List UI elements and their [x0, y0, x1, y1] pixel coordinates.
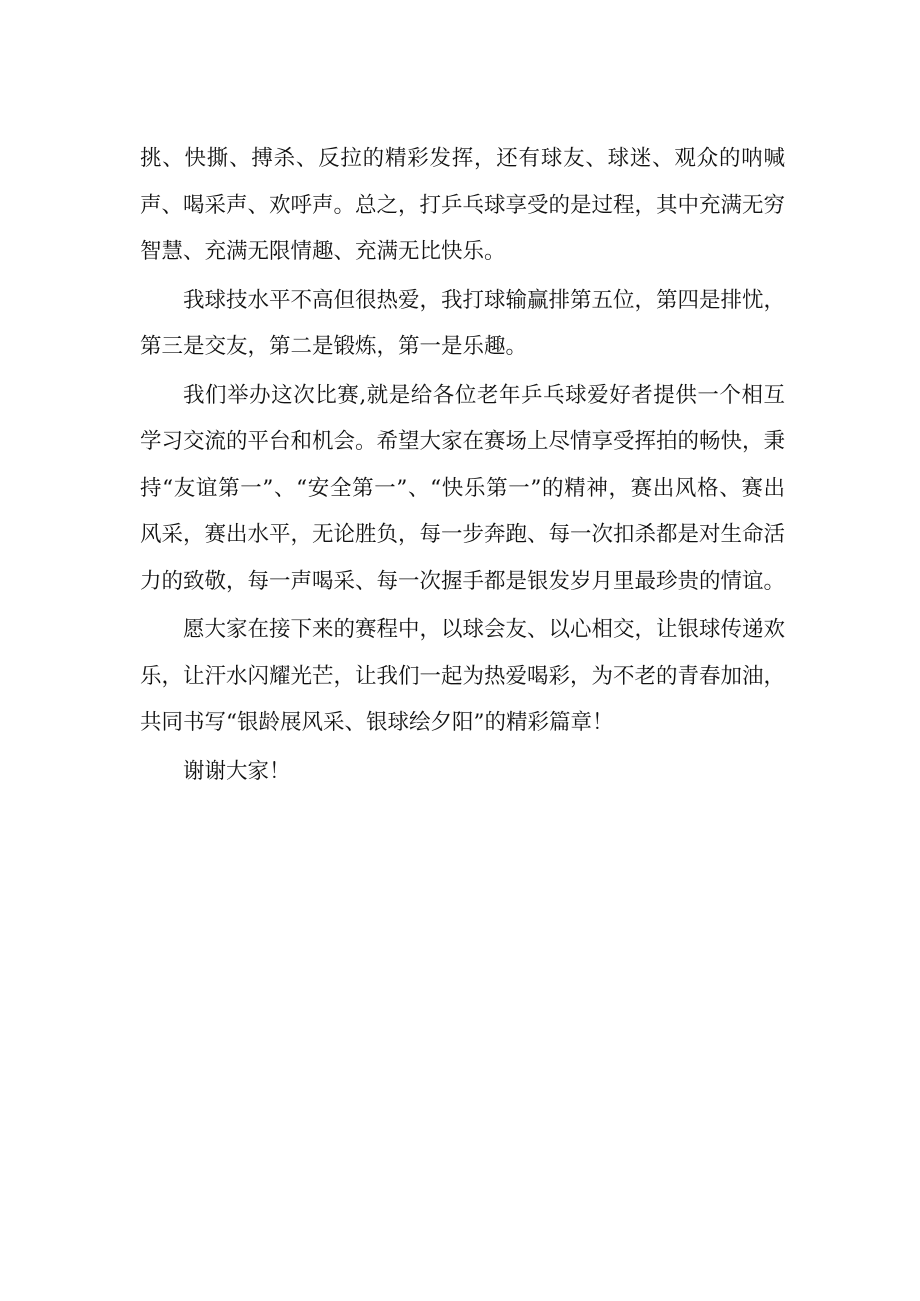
document-body	[140, 136, 785, 795]
paragraph-thanks: 谢谢大家！	[183, 758, 291, 784]
paragraph-skill-priorities: 我球技水平不高但很热爱，我打球输赢排第五位，第四是排忧，第三是交友，第二是锻炼，第一是乐趣。	[140, 287, 786, 359]
paragraph-competition-purpose: 我们举办这次比赛,就是给各位老年乒乓球爱好者提供一个相互学习交流的平台和机会。希望大家在赛场上尽情享受挥拍的畅快，秉持“友谊第一”、“安全第一”、“快乐第一”的精神，赛出风格、赛出风采，赛出水平，无论胜负，每一步奔跑、每一次扣杀都是对生命活力的致敬，每一声喝采、每一次握手都是银发岁月里最珍贵的情谊。	[140, 382, 786, 594]
paragraph-wishes: 愿大家在接下来的赛程中，以球会友、以心相交，让银球传递欢乐，让汗水闪耀光芒，让我们一起为热爱喝彩，为不老的青春加油，共同书写“银龄展风采、银球绘夕阳”的精彩篇章！	[140, 617, 786, 735]
paragraph-continuation: 挑、快撕、搏杀、反拉的精彩发挥，还有球友、球迷、观众的呐喊声、喝采声、欢呼声。总之，打乒乓球享受的是过程，其中充满无穷智慧、充满无限情趣、充满无比快乐。	[140, 146, 786, 264]
